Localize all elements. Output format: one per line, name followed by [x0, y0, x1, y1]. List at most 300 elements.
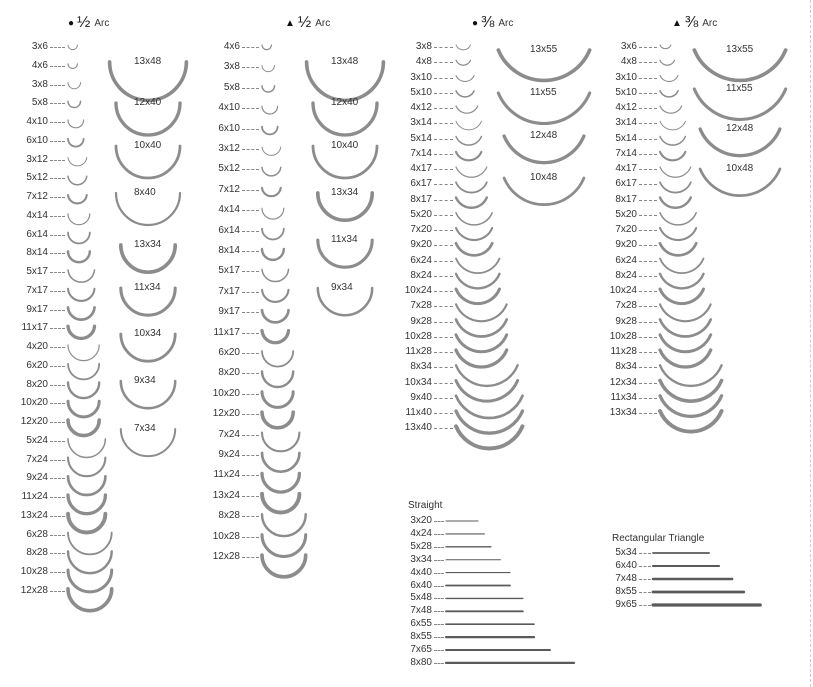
- needle-arc: [68, 214, 90, 225]
- leader-line: [639, 306, 657, 307]
- needle-size-label: 11x28: [610, 346, 637, 357]
- leader-line: [242, 435, 259, 436]
- straight-size-label: 4x40: [410, 566, 432, 578]
- rect-triangle-size-label: 6x40: [615, 560, 637, 571]
- needle-arc: [660, 45, 671, 49]
- needle-size-label: 4x8: [415, 56, 432, 68]
- needle-arc: [456, 76, 474, 82]
- needle-size-label: 5x12: [218, 163, 240, 175]
- leader-line: [50, 497, 65, 498]
- leader-line: [639, 367, 657, 368]
- leader-line: [434, 560, 444, 561]
- leader-line: [50, 141, 65, 142]
- needle-size-label: 13x40: [404, 422, 432, 434]
- needle-arc: [68, 439, 105, 458]
- leader-line: [639, 579, 651, 580]
- arc-label: Arc: [315, 17, 331, 29]
- needle-arc: [262, 331, 289, 343]
- leader-line: [434, 428, 453, 429]
- needle-size-label: 3x6: [620, 41, 637, 52]
- leader-line: [50, 253, 65, 254]
- leader-line: [50, 310, 65, 311]
- needle-arc: [262, 473, 299, 492]
- needle-size-label: 5x17: [218, 265, 240, 277]
- needle-arc: [262, 453, 299, 472]
- leader-line: [639, 169, 657, 170]
- large-needle-size-label: 13x55: [726, 44, 754, 55]
- needle-size-label: 3x12: [218, 143, 240, 154]
- needle-arc: [68, 326, 95, 338]
- needle-size-label: 4x12: [410, 102, 432, 113]
- leader-line: [434, 62, 453, 63]
- leader-line: [242, 108, 259, 109]
- leader-line: [434, 261, 453, 262]
- needle-size-label: 6x20: [26, 359, 48, 371]
- needle-size-label: 7x14: [615, 147, 637, 159]
- needle-arc: [660, 304, 711, 321]
- leader-line: [242, 251, 259, 252]
- needle-arc: [262, 249, 284, 260]
- needle-arc: [660, 91, 678, 97]
- needle-size-label: 7x17: [26, 284, 48, 296]
- leader-line: [50, 516, 65, 517]
- leader-line: [434, 78, 453, 79]
- needle-arc: [262, 290, 289, 302]
- leader-line: [434, 547, 444, 548]
- needle-size-label: 7x24: [218, 428, 240, 440]
- needle-arc: [68, 383, 99, 399]
- needle-arc: [456, 411, 523, 433]
- leader-line: [434, 611, 444, 612]
- needle-size-label: 9x24: [26, 472, 48, 484]
- needle-arc: [660, 381, 722, 402]
- leader-line: [50, 272, 65, 273]
- needle-arc: [68, 176, 87, 184]
- rect-triangle-section-title: Rectangular Triangle: [612, 533, 705, 544]
- needle-size-label: 13x24: [20, 509, 48, 521]
- leader-line: [639, 261, 657, 262]
- needle-arc: [456, 182, 487, 192]
- leader-line: [639, 592, 651, 593]
- large-needle-size-label: 7x34: [134, 423, 156, 434]
- needle-size-label: 5x20: [410, 208, 432, 220]
- needle-arc: [660, 182, 691, 192]
- needle-size-label: 9x24: [218, 449, 240, 460]
- leader-line: [434, 245, 453, 246]
- needle-size-label: 8x24: [410, 269, 432, 281]
- needle-arc: [68, 101, 81, 107]
- header-half-arc-round: [68, 14, 109, 32]
- needle-arc: [262, 65, 275, 71]
- large-needle-size-label: 11x34: [134, 282, 161, 293]
- needle-size-label: 9x20: [615, 239, 637, 251]
- needle-arc: [660, 274, 704, 289]
- leader-line: [50, 572, 65, 573]
- needle-size-label: 4x14: [26, 209, 48, 221]
- needle-size-label: 9x17: [218, 306, 240, 318]
- needle-size-label: 5x17: [26, 266, 48, 277]
- leader-line: [434, 108, 453, 109]
- leader-line: [50, 403, 65, 404]
- needle-size-label: 10x34: [404, 376, 432, 388]
- needle-arc: [262, 310, 289, 322]
- needle-arc: [262, 167, 281, 175]
- needle-size-label: 8x34: [615, 361, 637, 373]
- leader-line: [639, 154, 657, 155]
- large-needle-size-label: 12x40: [331, 97, 359, 108]
- needle-arc: [262, 86, 275, 92]
- needle-arc: [68, 251, 90, 262]
- header-three-eighth-arc-round: [472, 14, 513, 32]
- leader-line: [434, 123, 453, 124]
- leader-line: [242, 129, 259, 130]
- needle-arc: [262, 127, 278, 135]
- needle-size-label: 6x20: [218, 347, 240, 358]
- needle-size-label: 6x17: [615, 178, 637, 190]
- leader-line: [242, 475, 259, 476]
- needle-size-label: 7x28: [615, 300, 637, 312]
- fraction-label: ⅜: [684, 14, 699, 31]
- needle-size-label: 4x6: [223, 41, 240, 52]
- header-three-eighth-arc-cutting: [672, 14, 717, 32]
- large-needle-size-label: 10x34: [134, 328, 162, 339]
- needle-size-label: 3x10: [410, 71, 432, 83]
- needle-size-label: 7x20: [410, 224, 432, 235]
- needle-size-label: 3x12: [26, 153, 48, 165]
- straight-size-label: 3x20: [410, 515, 432, 526]
- straight-size-label: 7x48: [410, 605, 432, 617]
- leader-line: [434, 650, 444, 651]
- needle-size-label: 12x28: [212, 551, 240, 562]
- straight-size-label: 6x55: [410, 618, 432, 630]
- leader-line: [50, 385, 65, 386]
- needle-arc: [456, 274, 500, 289]
- needle-arc: [262, 433, 299, 452]
- needle-size-label: 10x28: [212, 530, 240, 542]
- needle-arc: [660, 121, 685, 130]
- needle-size-label: 8x17: [615, 193, 637, 205]
- needle-arc: [262, 555, 306, 577]
- leader-line: [639, 352, 657, 353]
- needle-arc: [262, 392, 293, 408]
- leader-line: [50, 366, 65, 367]
- leader-line: [242, 312, 259, 313]
- leader-line: [434, 322, 453, 323]
- needle-size-label: 10x28: [20, 566, 48, 577]
- needle-size-label: 3x8: [415, 41, 432, 52]
- needle-size-label: 11x17: [213, 326, 240, 338]
- needle-arc: [262, 188, 281, 196]
- leader-line: [434, 534, 444, 535]
- needle-arc: [68, 476, 105, 495]
- needle-size-label: 11x24: [213, 469, 240, 481]
- needle-arc: [68, 495, 105, 514]
- leader-line: [242, 67, 259, 68]
- needle-arc: [660, 243, 696, 255]
- needle-size-label: 10x20: [212, 387, 240, 399]
- needle-arc: [68, 364, 99, 380]
- needle-arc: [68, 345, 99, 361]
- needle-size-label: 8x14: [218, 245, 240, 256]
- needle-size-label: 5x10: [615, 86, 637, 98]
- needle-size-label: 6x17: [410, 178, 432, 190]
- rect-triangle-size-label: 7x48: [615, 573, 637, 584]
- leader-line: [50, 103, 65, 104]
- large-needle-size-label: 13x34: [134, 239, 162, 250]
- needle-arc: [68, 308, 95, 320]
- needle-arc: [68, 514, 105, 533]
- arc-label: Arc: [94, 17, 110, 29]
- needle-size-label: 8x28: [218, 510, 240, 522]
- leader-line: [639, 93, 657, 94]
- needle-size-label: 12x20: [212, 408, 240, 420]
- needle-size-label: 11x24: [21, 491, 48, 502]
- needle-size-label: 8x28: [26, 547, 48, 559]
- needle-arc: [660, 106, 682, 113]
- needle-size-label: 6x28: [26, 528, 48, 540]
- needle-size-label: 8x20: [218, 367, 240, 379]
- leader-line: [434, 337, 453, 338]
- leader-line: [434, 169, 453, 170]
- needle-arc: [456, 396, 523, 418]
- straight-size-label: 5x48: [410, 592, 432, 604]
- needle-size-label: 10x28: [609, 330, 637, 342]
- needle-size-label: 10x24: [404, 285, 432, 296]
- cutting-triangle-icon: ▲: [285, 17, 295, 29]
- needle-size-label: 8x17: [410, 193, 432, 205]
- needle-size-label: 4x20: [26, 341, 48, 352]
- needle-arc: [68, 233, 90, 244]
- needle-size-label: 13x24: [212, 489, 240, 501]
- needle-arc: [262, 147, 281, 155]
- leader-line: [242, 47, 259, 48]
- large-needle-size-label: 12x48: [530, 130, 558, 141]
- needle-arc: [68, 139, 84, 147]
- leader-line: [50, 347, 65, 348]
- leader-line: [50, 591, 65, 592]
- large-needle-size-label: 11x55: [726, 83, 753, 94]
- needle-size-label: 7x14: [410, 147, 432, 159]
- leader-line: [50, 235, 65, 236]
- leader-line: [434, 663, 444, 664]
- needle-arc: [68, 458, 105, 477]
- needle-arc: [262, 371, 293, 387]
- needle-arc: [456, 381, 518, 402]
- needle-size-label: 5x8: [223, 81, 240, 93]
- needle-arc: [660, 228, 696, 240]
- fraction-label: ½: [297, 14, 312, 31]
- needle-size-label: 3x14: [410, 117, 432, 129]
- leader-line: [639, 184, 657, 185]
- needle-size-label: 4x10: [26, 116, 48, 127]
- leader-line: [434, 291, 453, 292]
- rect-triangle-size-label: 5x34: [615, 547, 637, 558]
- leader-line: [639, 215, 657, 216]
- straight-size-label: 8x80: [410, 656, 432, 668]
- needle-size-label: 11x28: [405, 346, 432, 357]
- needle-size-label: 5x24: [26, 434, 48, 446]
- needle-size-label: 4x6: [31, 59, 48, 71]
- large-needle-size-label: 11x55: [530, 87, 557, 98]
- needle-arc: [660, 396, 722, 417]
- leader-line: [639, 200, 657, 201]
- needle-arc: [456, 365, 518, 386]
- leader-line: [50, 160, 65, 161]
- straight-size-label: 4x24: [410, 527, 432, 539]
- leader-line: [50, 85, 65, 86]
- needle-arc: [262, 229, 284, 240]
- leader-line: [639, 605, 651, 606]
- needle-size-label: 4x12: [615, 102, 637, 113]
- rect-triangle-size-label: 9x65: [615, 599, 637, 610]
- needle-arc: [660, 152, 685, 161]
- leader-line: [50, 441, 65, 442]
- leader-line: [50, 178, 65, 179]
- leader-line: [639, 230, 657, 231]
- needle-arc: [456, 259, 500, 274]
- leader-line: [242, 292, 259, 293]
- leader-line: [434, 586, 444, 587]
- leader-line: [434, 306, 453, 307]
- needle-size-label: 9x28: [410, 315, 432, 327]
- leader-line: [434, 573, 444, 574]
- needle-arc: [456, 289, 500, 304]
- needle-arc: [660, 259, 704, 274]
- needle-size-label: 13x34: [609, 407, 637, 418]
- needle-size-label: 12x20: [20, 416, 48, 427]
- header-half-arc-cutting: [285, 14, 330, 32]
- needle-size-label: 9x20: [410, 239, 432, 251]
- large-needle-size-label: 13x55: [530, 44, 558, 55]
- leader-line: [242, 496, 259, 497]
- needle-arc: [68, 158, 87, 166]
- needle-size-label: 6x14: [26, 228, 48, 240]
- needle-arc: [262, 412, 293, 428]
- needle-size-label: 8x24: [615, 269, 637, 281]
- needle-arc: [456, 167, 487, 177]
- needle-arc: [456, 60, 471, 65]
- needle-size-label: 3x6: [31, 41, 48, 52]
- leader-line: [50, 122, 65, 123]
- leader-line: [50, 478, 65, 479]
- straight-size-label: 5x28: [410, 540, 432, 552]
- needle-arc: [68, 195, 87, 203]
- needle-size-label: 6x14: [218, 224, 240, 236]
- leader-line: [434, 47, 453, 48]
- leader-line: [434, 184, 453, 185]
- leader-line: [242, 394, 259, 395]
- leader-line: [434, 139, 453, 140]
- needle-size-label: 7x20: [615, 224, 637, 235]
- large-needle-size-label: 10x48: [530, 172, 558, 183]
- large-needle-size-label: 10x40: [134, 140, 162, 151]
- needle-arc: [660, 137, 685, 146]
- needle-size-label: 5x8: [31, 97, 48, 109]
- leader-line: [242, 455, 259, 456]
- leader-line: [639, 108, 657, 109]
- leader-line: [434, 276, 453, 277]
- leader-line: [242, 353, 259, 354]
- large-needle-size-label: 9x34: [331, 282, 353, 293]
- leader-line: [242, 231, 259, 232]
- needle-arc: [262, 514, 306, 536]
- needle-arc: [660, 76, 678, 82]
- leader-line: [50, 328, 65, 329]
- needle-arc: [262, 494, 299, 513]
- needle-size-label: 5x12: [26, 172, 48, 184]
- straight-size-label: 8x55: [410, 631, 432, 643]
- needle-arc: [456, 106, 478, 113]
- needle-arc: [456, 91, 474, 97]
- needle-arc: [456, 243, 492, 255]
- needle-size-label: 5x14: [410, 132, 432, 144]
- needle-size-label: 7x24: [26, 453, 48, 465]
- leader-line: [50, 553, 65, 554]
- needle-arc: [456, 45, 471, 50]
- leader-line: [434, 154, 453, 155]
- leader-line: [434, 398, 453, 399]
- needle-size-label: 12x28: [20, 584, 48, 596]
- needle-arc: [456, 137, 481, 146]
- needle-size-label: 10x20: [20, 397, 48, 409]
- needle-arc: [456, 213, 492, 225]
- needle-size-label: 4x14: [218, 204, 240, 216]
- needle-size-label: 6x24: [615, 254, 637, 266]
- leader-line: [242, 271, 259, 272]
- needle-size-label: 10x28: [404, 330, 432, 342]
- needle-arc: [456, 198, 487, 208]
- needle-size-label: 7x12: [218, 183, 240, 195]
- large-needle-size-label: 8x40: [134, 187, 156, 198]
- leader-line: [434, 624, 444, 625]
- leader-line: [639, 291, 657, 292]
- needle-arc: [660, 289, 704, 304]
- large-needle-size-label: 10x48: [726, 163, 754, 174]
- large-needle-size-label: 10x40: [331, 140, 359, 151]
- leader-line: [639, 123, 657, 124]
- needle-arc: [660, 60, 675, 65]
- needle-arc: [68, 289, 95, 301]
- round-body-icon: ●: [472, 17, 479, 29]
- needle-size-label: 12x34: [609, 376, 637, 388]
- large-needle-size-label: 11x34: [331, 234, 358, 245]
- leader-line: [434, 598, 444, 599]
- needle-size-label: 4x10: [218, 102, 240, 114]
- needle-arc: [456, 304, 507, 321]
- needle-arc: [456, 152, 481, 161]
- needle-arc: [456, 426, 523, 448]
- needle-arc: [68, 401, 99, 417]
- needle-arc: [68, 420, 99, 436]
- leader-line: [434, 637, 444, 638]
- straight-section-title: Straight: [408, 500, 443, 511]
- needle-arc: [660, 213, 696, 225]
- leader-line: [639, 398, 657, 399]
- needle-size-label: 4x17: [615, 163, 637, 174]
- needle-size-label: 5x10: [410, 86, 432, 98]
- leader-line: [434, 215, 453, 216]
- needle-size-label: 8x14: [26, 247, 48, 259]
- needle-size-label: 7x17: [218, 285, 240, 297]
- leader-line: [639, 413, 657, 414]
- leader-line: [50, 197, 65, 198]
- straight-size-label: 3x34: [410, 553, 432, 565]
- needle-arc: [262, 45, 271, 50]
- needle-size-label: 7x12: [26, 191, 48, 202]
- leader-line: [50, 291, 65, 292]
- cutting-triangle-icon: ▲: [672, 17, 682, 29]
- leader-line: [639, 245, 657, 246]
